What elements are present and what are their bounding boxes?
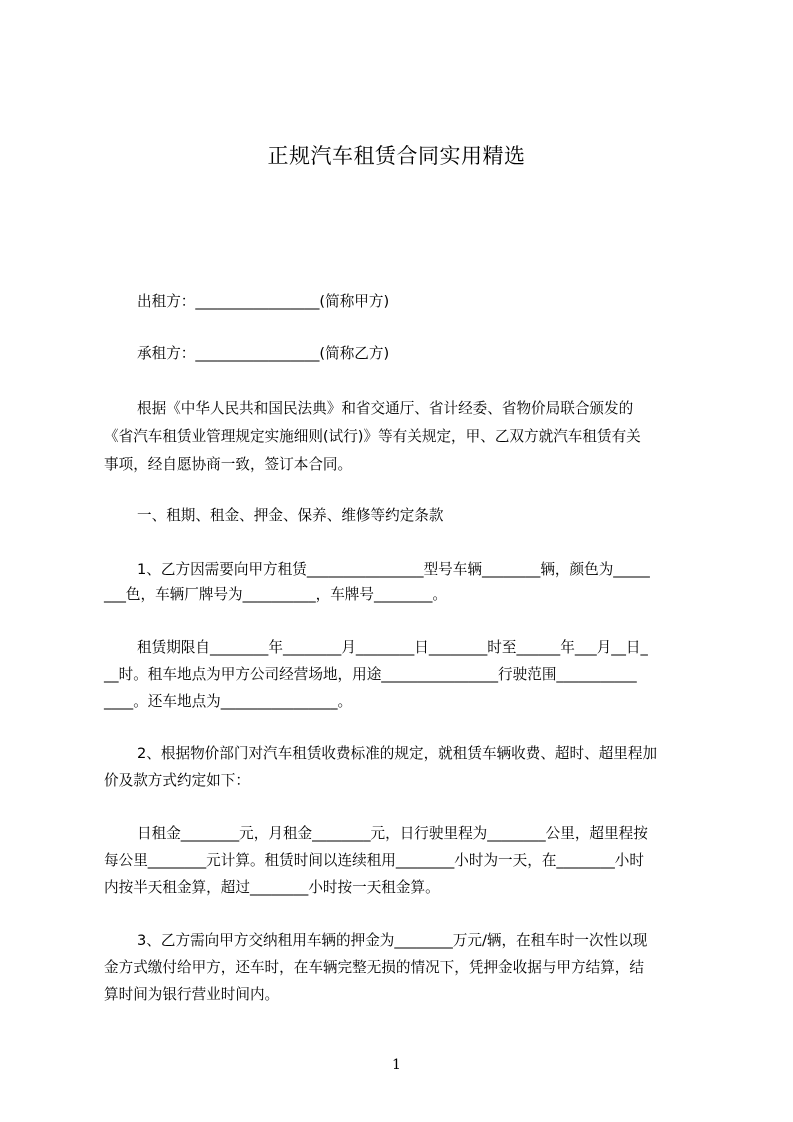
clause2-line-1: 2、根据物价部门对汽车租赁收费标准的规定，就租赁车辆收费、超时、超里程加: [137, 745, 658, 762]
lease-period-line-3: ____。还车地点为________________。: [104, 693, 353, 710]
clause2-line-2: 价及款方式约定如下：: [104, 772, 250, 789]
rent-line-2: 每公里________元计算。租赁时间以连续租用________小时为一天，在________小时: [104, 852, 644, 869]
section1-heading: 一、租期、租金、押金、保养、维修等约定条款: [137, 507, 444, 524]
clause3-line-1: 3、乙方需向甲方交纳租用车辆的押金为________万元/辆，在租车时一次性以现: [137, 932, 648, 949]
rent-line-3: 内按半天租金算，超过________小时按一天租金算。: [104, 879, 440, 896]
rent-line-1: 日租金________元，月租金________元，日行驶里程为________公里，超里程按: [137, 825, 648, 842]
lease-period-line-2: __时。租车地点为甲方公司经营场地，用途________________行驶范围___________: [104, 666, 637, 683]
party-a-line: 出租方：_________________(简称甲方): [137, 293, 390, 310]
intro-line-1: 根据《中华人民共和国民法典》和省交通厅、省计经委、省物价局联合颁发的: [137, 400, 634, 417]
page-number: 1: [392, 1057, 401, 1073]
lease-period-line-1: 租赁期限自________年________月________日________时至______年___月__日_: [137, 639, 648, 656]
intro-line-3: 事项，经自愿协商一致，签订本合同。: [104, 456, 353, 473]
clause3-line-2: 金方式缴付给甲方，还车时，在车辆完整无损的情况下，凭押金收据与甲方结算，结: [104, 959, 644, 976]
clause3-line-3: 算时间为银行营业时间内。: [104, 986, 280, 1003]
intro-line-2: 《省汽车租赁业管理规定实施细则(试行)》等有关规定，甲、乙双方就汽车租赁有关: [104, 428, 641, 445]
clause1-line-2: ___色，车辆厂牌号为__________，车牌号________。: [104, 586, 447, 603]
document-title: 正规汽车租赁合同实用精选: [267, 144, 526, 168]
clause1-line-1: 1、乙方因需要向甲方租赁________________型号车辆________辆，颜色为_____: [137, 561, 650, 578]
party-b-line: 承租方：_________________(简称乙方): [137, 345, 390, 362]
